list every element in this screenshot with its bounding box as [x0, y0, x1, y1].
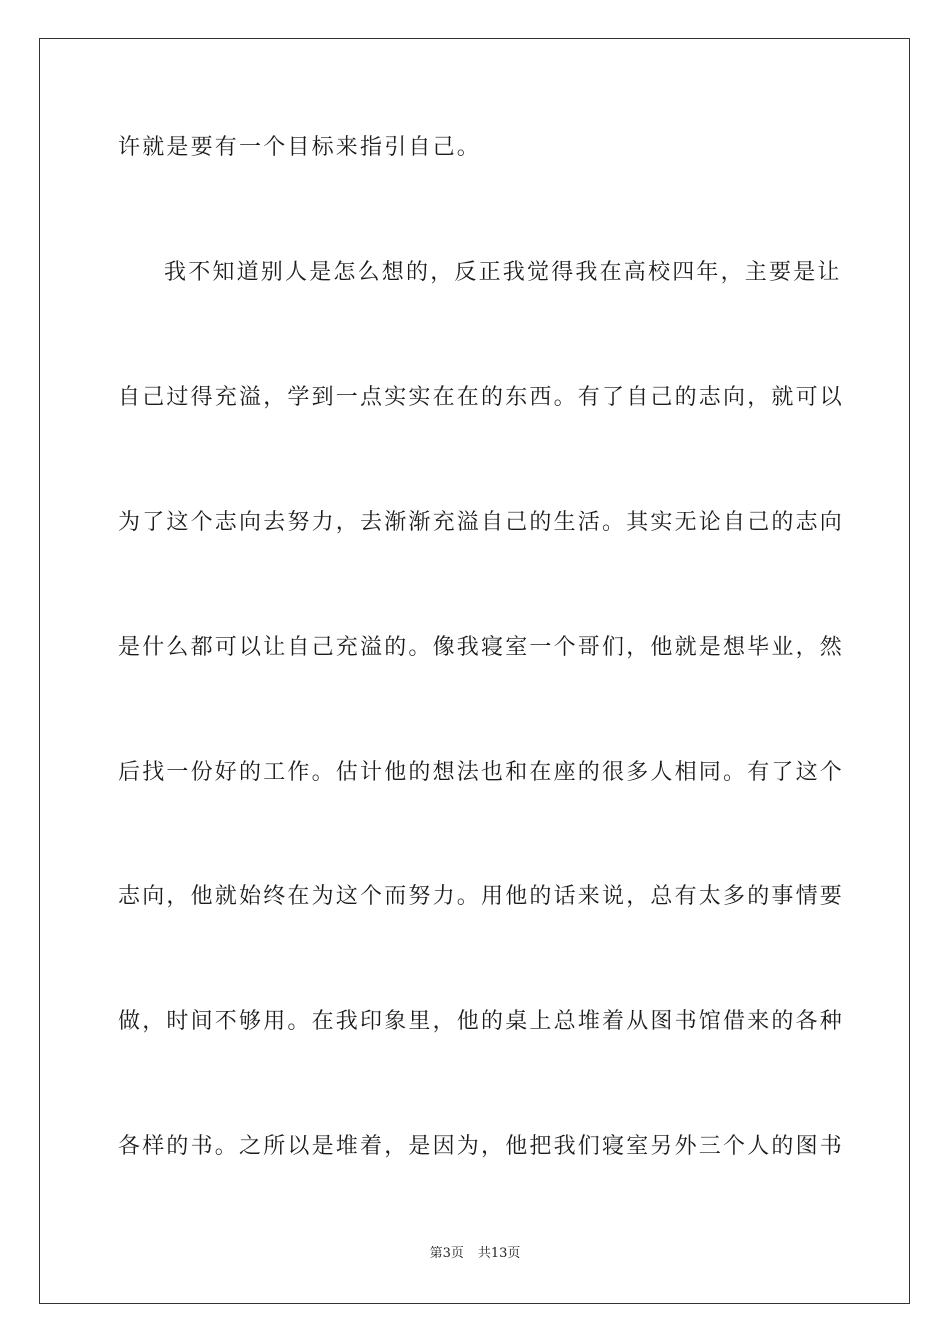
text-line-2: 我不知道别人是怎么想的，反正我觉得我在高校四年，主要是让: [164, 260, 842, 285]
page-border: [39, 38, 910, 1304]
text-line-8: 做，时间不够用。在我印象里，他的桌上总堆着从图书馆借来的各种: [118, 1009, 845, 1034]
text-line-3: 自己过得充溢，学到一点实实在在的东西。有了自己的志向，就可以: [118, 385, 845, 410]
page-footer: [0, 1245, 950, 1263]
page-number: 第3页: [429, 1246, 464, 1261]
text-line-7: 志向，他就始终在为这个而努力。用他的话来说，总有太多的事情要: [118, 884, 845, 909]
text-line-6: 后找一份好的工作。估计他的想法也和在座的很多人相同。有了这个: [118, 760, 845, 785]
page-total: 共13页: [477, 1246, 521, 1261]
text-line-5: 是什么都可以让自己充溢的。像我寝室一个哥们，他就是想毕业，然: [118, 635, 845, 660]
text-line-1: 许就是要有一个目标来指引自己。: [118, 135, 482, 160]
text-line-9: 各样的书。之所以是堆着，是因为，他把我们寝室另外三个人的图书: [118, 1134, 845, 1159]
text-line-4: 为了这个志向去努力，去渐渐充溢自己的生活。其实无论自己的志向: [118, 510, 845, 535]
